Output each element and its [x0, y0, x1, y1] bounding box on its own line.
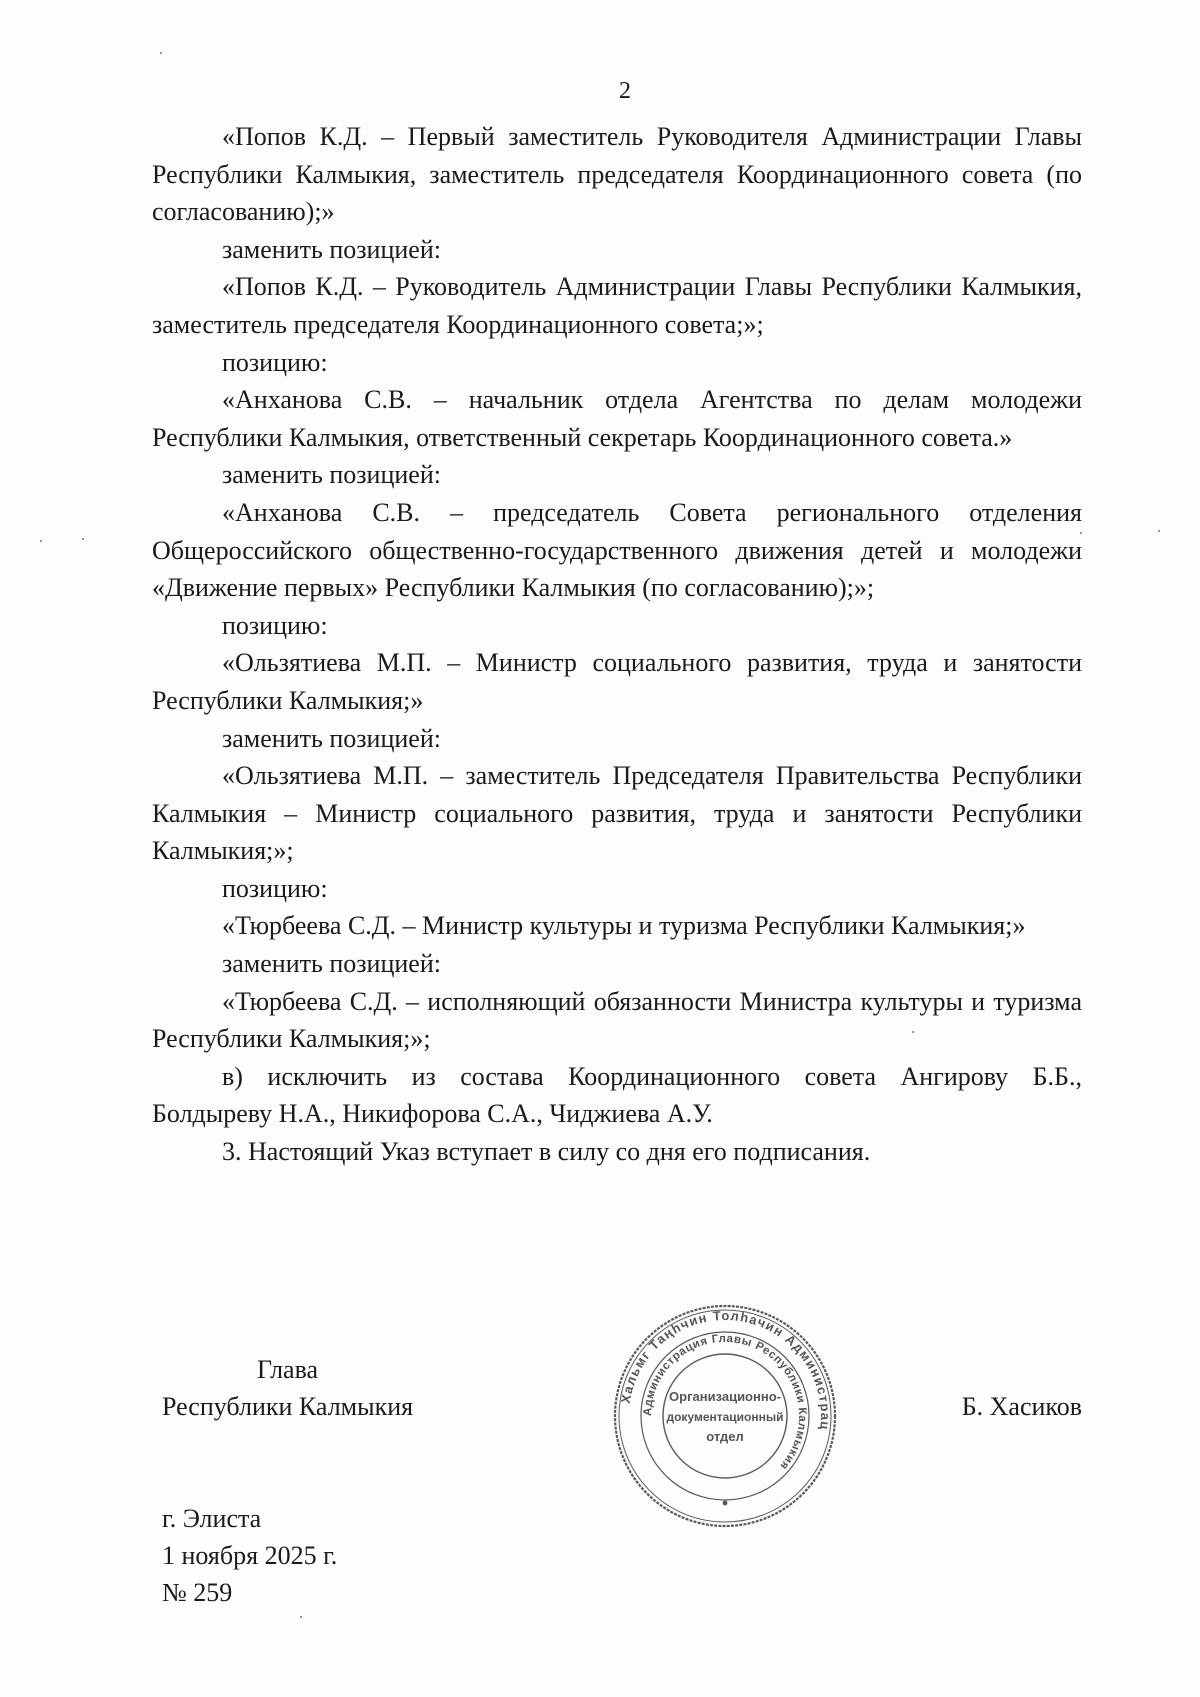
paragraph-13: «Тюрбеева С.Д. – Министр культуры и туризма Республики Калмыкия;» — [222, 911, 1026, 941]
document-body — [152, 118, 1082, 1171]
page-number: 2 — [619, 78, 631, 104]
seal-center-line3: отдел — [706, 1429, 744, 1444]
scan-speck — [1158, 530, 1160, 532]
seal-dot-icon — [723, 1501, 728, 1506]
paragraph-2: заменить позицией: — [222, 234, 441, 264]
seal-center-line2: документационный — [666, 1410, 784, 1424]
signatory-title-line2: Республики Калмыкия — [162, 1392, 414, 1421]
signatory-name: Б. Хасиков — [961, 1392, 1082, 1421]
paragraph-4: позицию: — [222, 347, 328, 377]
seal-center-line1: Организационно- — [669, 1389, 781, 1404]
paragraph-7: «Анханова С.В. – председатель Совета регионального отделения Общероссийского общественно-государственного движения детей и молодежи «Движение первых» Республики Калмыкия (по согласованию);»; — [152, 497, 1082, 603]
scan-speck — [82, 538, 84, 540]
paragraph-3: «Попов К.Д. – Руководитель Администрации Главы Республики Калмыкия, заместитель председателя Координационного совета;»; — [152, 272, 1082, 339]
paragraph-5: «Анханова С.В. – начальник отдела Агентства по делам молодежи Республики Калмыкия, ответственный секретарь Координационного совета.» — [152, 385, 1082, 452]
paragraph-10: заменить позицией: — [222, 723, 441, 753]
seal-outer-path: Хальмг Таңһчин Толһачин Администрац — [617, 1307, 834, 1432]
official-seal — [612, 1303, 838, 1529]
seal-inner-path: Администрация Главы Республики Калмыкия — [641, 1332, 809, 1473]
paragraph-14: заменить позицией: — [222, 949, 441, 979]
scan-speck — [300, 1616, 302, 1618]
paragraph-6: заменить позицией: — [222, 460, 441, 490]
scan-speck — [40, 540, 42, 542]
paragraph-16: в) исключить из состава Координационного совета Ангирову Б.Б., Болдыреву Н.А., Никифорова С.А., Чиджиева А.У. — [152, 1061, 1082, 1129]
paragraph-8: позицию: — [222, 610, 328, 640]
paragraph-9: «Ользятиева М.П. – Министр социального развития, труда и занятости Республики Калмыкия;» — [152, 648, 1082, 715]
scan-speck — [1080, 532, 1082, 534]
scan-speck — [160, 52, 162, 54]
document-footer — [162, 1500, 337, 1611]
paragraph-11: «Ользятиева М.П. – заместитель Председателя Правительства Республики Калмыкия – Министр социального развития, труда и занятости Республики Калмыкия;»; — [152, 761, 1082, 866]
paragraph-12: позицию: — [222, 873, 328, 903]
scan-speck — [912, 1031, 914, 1033]
paragraph-1: «Попов К.Д. – Первый заместитель Руководителя Администрации Главы Республики Калмыкия, заместитель председателя Координационного совета (по согласованию);» — [152, 122, 1082, 227]
decree-number: № 259 — [162, 1578, 233, 1607]
issue-date: 1 ноября 2025 г. — [162, 1541, 338, 1570]
signatory-title — [162, 1351, 413, 1425]
paragraph-17: 3. Настоящий Указ вступает в силу со дня его подписания. — [222, 1137, 871, 1167]
issue-city: г. Элиста — [162, 1504, 262, 1533]
paragraph-15: «Тюрбеева С.Д. – исполняющий обязанности Министра культуры и туризма Республики Калмыкия;»; — [152, 986, 1082, 1054]
signatory-title-line1: Глава — [257, 1355, 319, 1384]
